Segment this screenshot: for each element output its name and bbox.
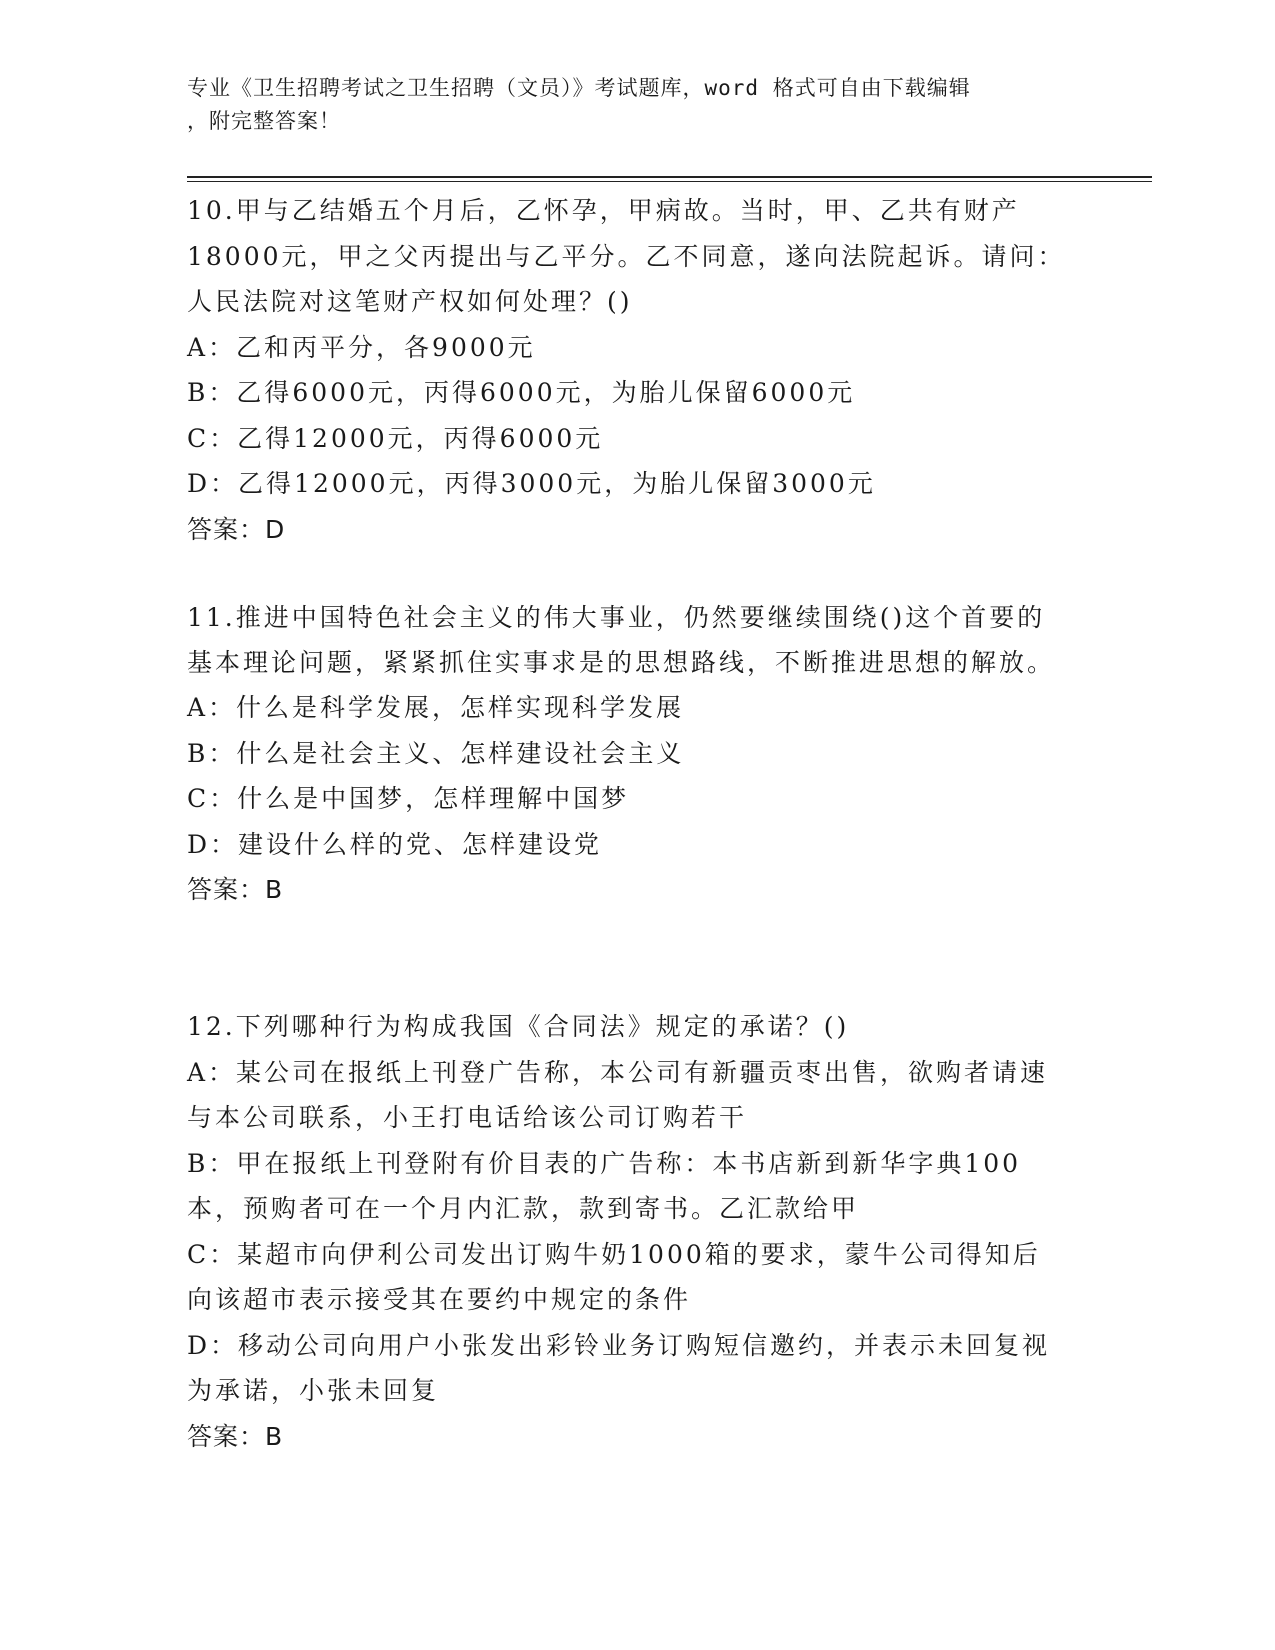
option-d: D：乙得12000元，丙得3000元，为胎儿保留3000元 bbox=[187, 469, 876, 498]
question-text: 12.下列哪种行为构成我国《合同法》规定的承诺？() bbox=[187, 1012, 850, 1041]
option-b: B：乙得6000元，丙得6000元，为胎儿保留6000元 bbox=[187, 378, 856, 407]
document-header bbox=[187, 72, 1087, 138]
option-a: A：乙和丙平分，各9000元 bbox=[187, 332, 536, 362]
answer-label: 答案：D bbox=[187, 514, 286, 544]
question-text: 10.甲与乙结婚五个月后，乙怀孕，甲病故。当时，甲、乙共有财产18000元，甲之父丙提出与乙平分。乙不同意，遂向法院起诉。请问：人民法院对这笔财产权如何处理？() bbox=[187, 196, 1066, 316]
option-d: D：移动公司向用户小张发出彩铃业务订购短信邀约，并表示未回复视为承诺，小张未回复 bbox=[187, 1330, 1051, 1405]
header-divider-thin bbox=[187, 181, 1152, 182]
question-11 bbox=[187, 595, 1067, 913]
question-12 bbox=[187, 1004, 1067, 1459]
option-d: D：建设什么样的党、怎样建设党 bbox=[187, 829, 603, 859]
option-a: A：什么是科学发展，怎样实现科学发展 bbox=[187, 693, 685, 722]
option-b: B：什么是社会主义、怎样建设社会主义 bbox=[187, 738, 685, 768]
header-line-1: 专业《卫生招聘考试之卫生招聘（文员）》考试题库，word 格式可自由下载编辑 bbox=[187, 76, 971, 100]
answer-label: 答案：B bbox=[187, 875, 284, 904]
header-line-2: ，附完整答案！ bbox=[187, 109, 341, 133]
option-b: B：甲在报纸上刊登附有价目表的广告称：本书店新到新华字典100本，预购者可在一个月内汇款，款到寄书。乙汇款给甲 bbox=[187, 1148, 1022, 1223]
question-text: 11.推进中国特色社会主义的伟大事业，仍然要继续围绕()这个首要的基本理论问题，紧紧抓住实事求是的思想路线，不断推进思想的解放。 bbox=[187, 603, 1056, 677]
question-10 bbox=[187, 188, 1067, 552]
option-c: C：某超市向伊利公司发出订购牛奶1000箱的要求，蒙牛公司得知后向该超市表示接受其在要约中规定的条件 bbox=[187, 1239, 1041, 1314]
header-divider-thick bbox=[187, 176, 1152, 178]
answer-label: 答案：B bbox=[187, 1421, 284, 1451]
option-c: C：乙得12000元，丙得6000元 bbox=[187, 423, 604, 453]
option-c: C：什么是中国梦，怎样理解中国梦 bbox=[187, 784, 630, 813]
option-a: A：某公司在报纸上刊登广告称，本公司有新疆贡枣出售，欲购者请速与本公司联系，小王打电话给该公司订购若干 bbox=[187, 1057, 1049, 1132]
